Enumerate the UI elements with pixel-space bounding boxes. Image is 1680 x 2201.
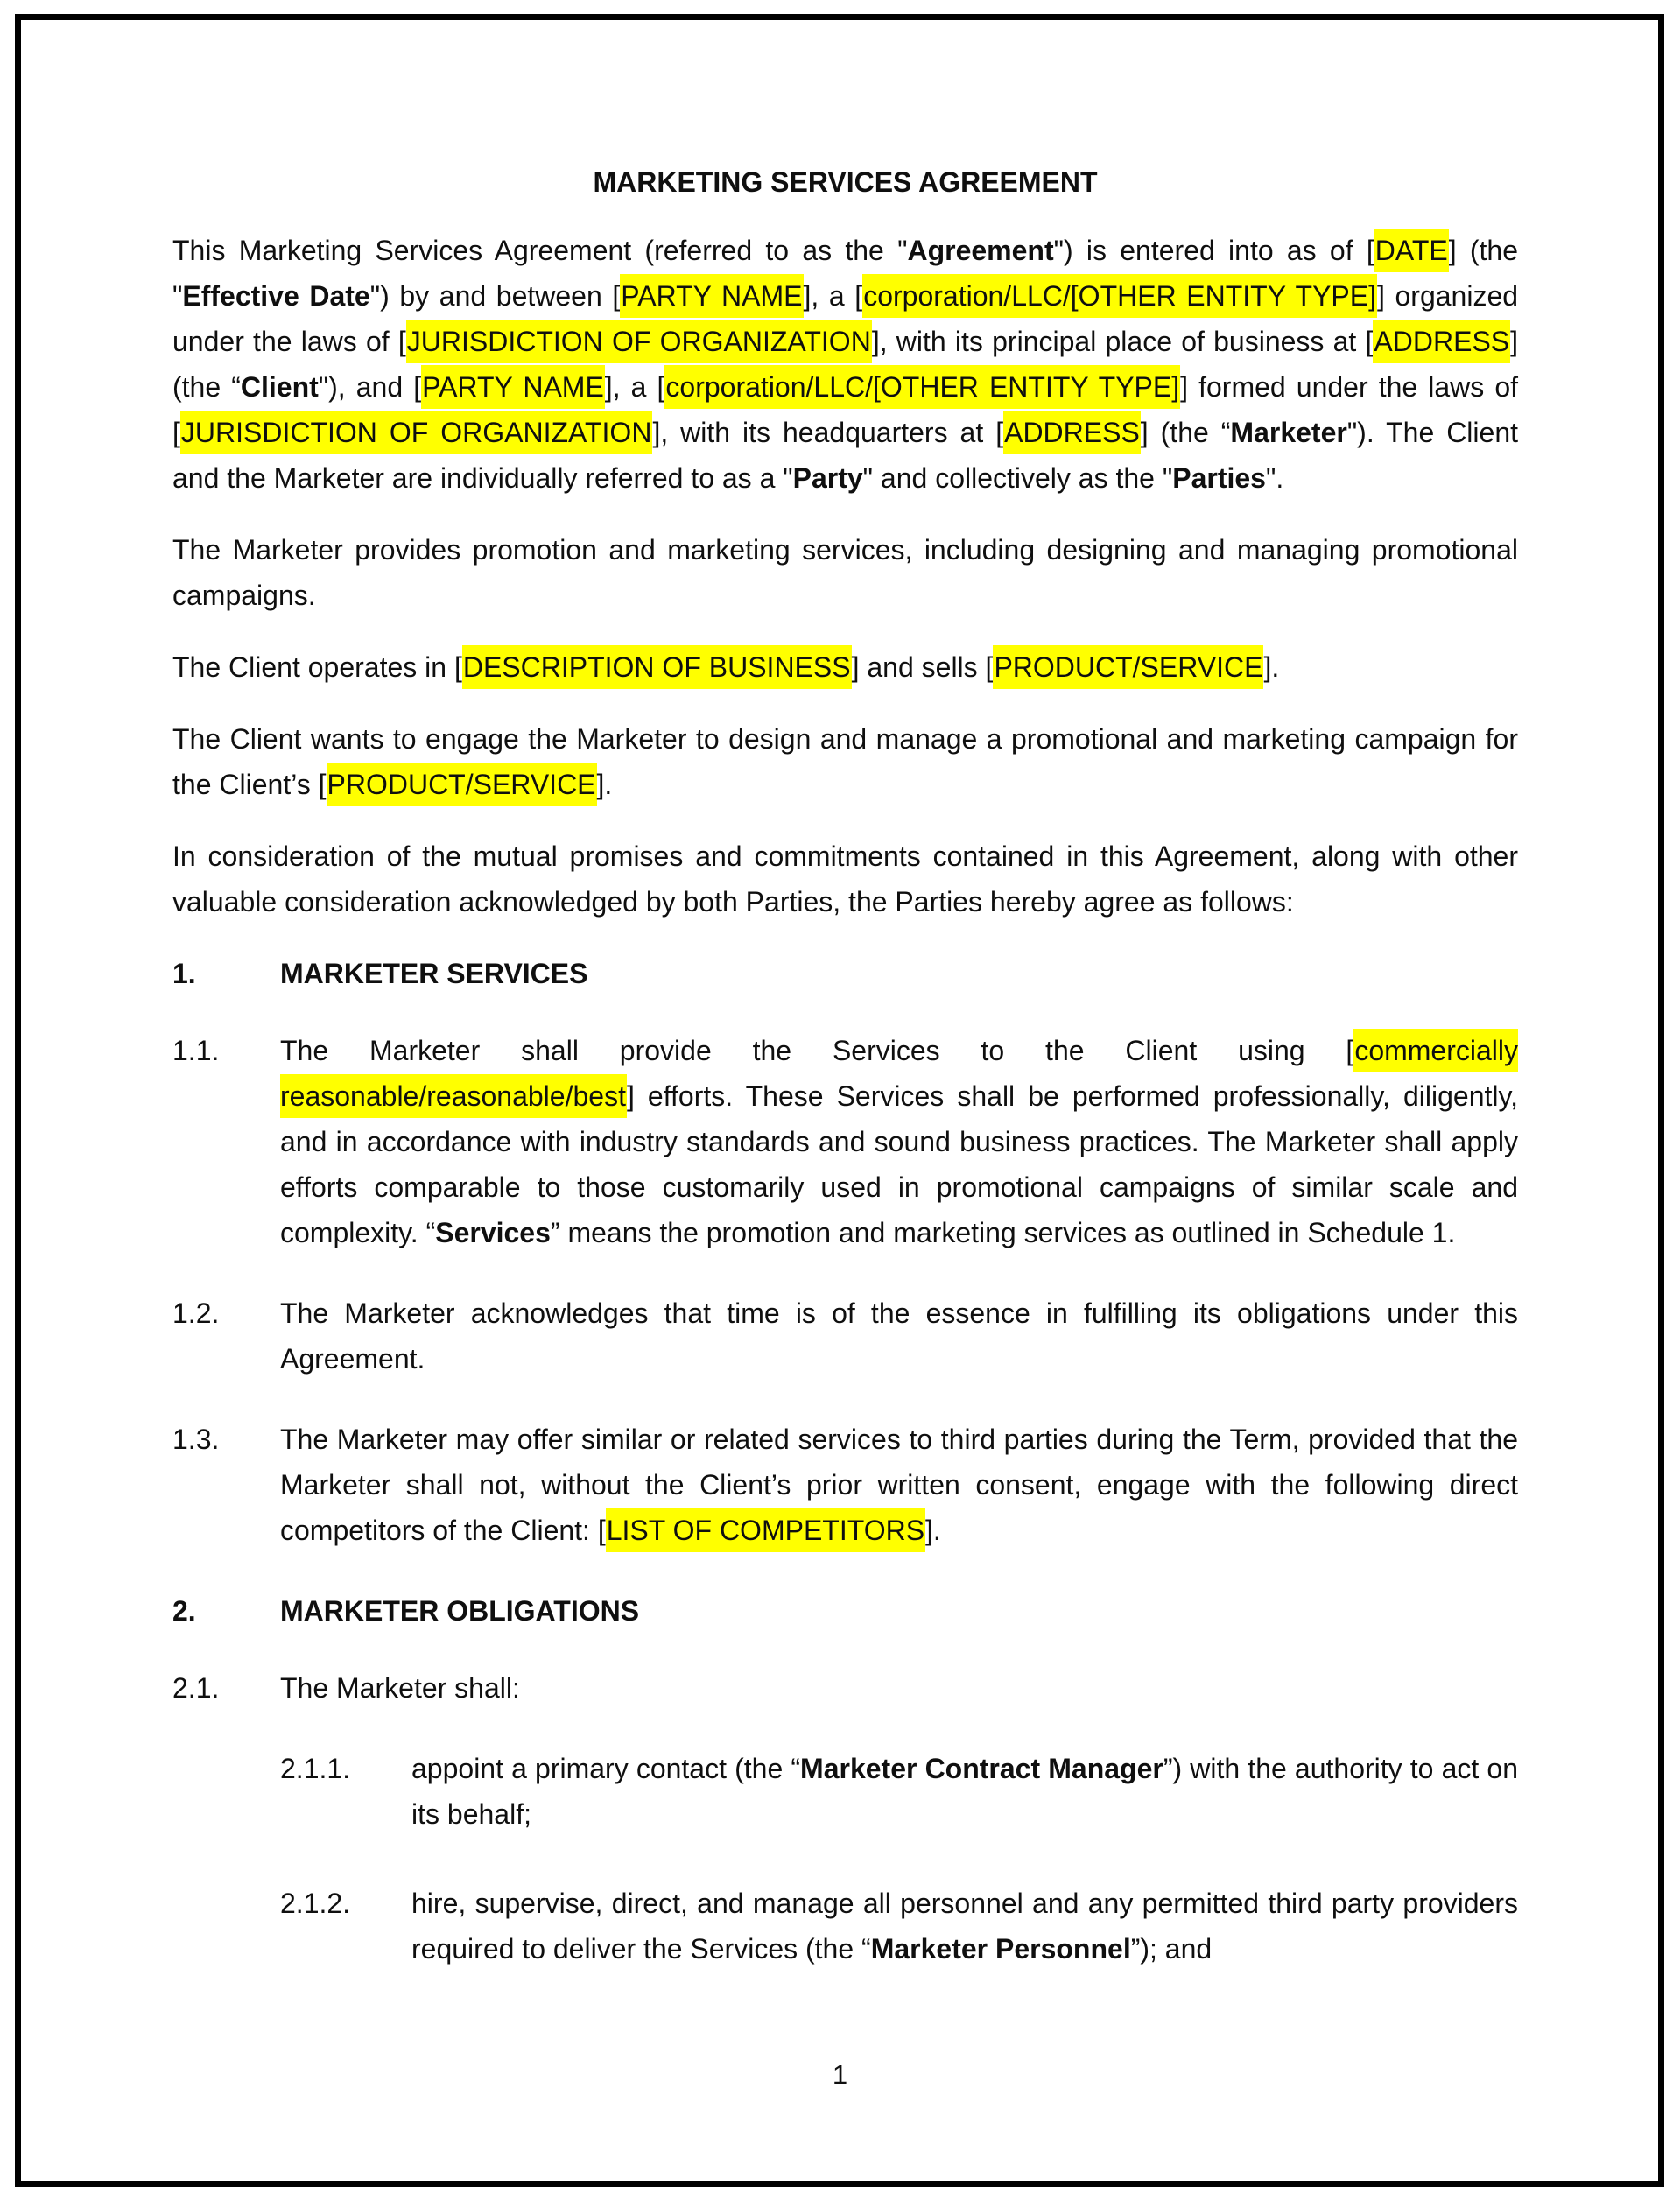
list-item xyxy=(172,1665,1518,1711)
placeholder-highlight: corporation/LLC/[OTHER ENTITY TYPE] xyxy=(862,274,1377,318)
placeholder-highlight: PARTY NAME xyxy=(421,365,605,409)
text-run: Marketer Contract Manager xyxy=(800,1753,1163,1784)
text-run: ] organized under the laws of [ xyxy=(172,280,1519,357)
text-run: "). The Client and the Marketer are individually referred to as a " xyxy=(172,417,1519,494)
paragraph xyxy=(172,716,1518,807)
list-item xyxy=(280,1881,1518,1972)
text-run: ] (the " xyxy=(172,235,1519,312)
text-run: ") is entered into as of [ xyxy=(1053,235,1374,266)
text-run: ] efforts. These Services shall be performed professionally, diligently, and in accordance with industry standards and sound business practices. The Marketer shall apply efforts comparable to those customarily used in promotional campaigns of similar scale and complexity. “ xyxy=(280,1080,1518,1248)
list-item xyxy=(172,1290,1518,1382)
item-text xyxy=(280,1665,1518,1711)
text-run: ], a [ xyxy=(803,280,863,312)
text-run: ”) with the authority to act on its behalf; xyxy=(411,1753,1519,1830)
item-text xyxy=(411,1881,1518,1972)
section-number: 1. xyxy=(172,958,196,989)
text-run: hire, supervise, direct, and manage all personnel and any permitted third party providers required to deliver the Services (the “ xyxy=(411,1888,1518,1965)
section-heading xyxy=(172,1588,1518,1634)
text-run: The Client wants to engage the Marketer to design and manage a promotional and marketing campaign for the Client’s [ xyxy=(172,723,1518,800)
text-run: MARKETER OBLIGATIONS xyxy=(280,1595,640,1627)
document-content xyxy=(172,159,1518,2015)
text-run: Parties xyxy=(1172,462,1266,494)
section-number: 2. xyxy=(172,1595,196,1627)
placeholder-highlight: PRODUCT/SERVICE xyxy=(327,763,597,806)
paragraph xyxy=(172,228,1518,501)
text-run: The Marketer shall provide the Services to the Client using [ xyxy=(280,1035,1354,1066)
text-run: Services xyxy=(435,1217,551,1248)
item-number: 2.1.1. xyxy=(280,1753,351,1784)
paragraph xyxy=(172,833,1518,925)
text-run: Marketer Personnel xyxy=(870,1933,1131,1965)
text-run: Party xyxy=(792,462,863,494)
text-run: The Marketer may offer similar or related services to third parties during the Term, provided that the Marketer shall not, without the Client’s prior written consent, engage with the following direct competitors of the Client: [ xyxy=(280,1424,1518,1546)
list-item xyxy=(280,1746,1518,1837)
text-run: In consideration of the mutual promises and commitments contained in this Agreement, along with other valuable consideration acknowledged by both Parties, the Parties hereby agree as follows: xyxy=(172,840,1518,918)
text-run: The Marketer shall: xyxy=(280,1672,520,1704)
text-run: The Marketer acknowledges that time is of the essence in fulfilling its obligations under this Agreement. xyxy=(280,1297,1518,1375)
item-number: 2.1. xyxy=(172,1672,220,1704)
placeholder-highlight: PARTY NAME xyxy=(620,274,803,318)
placeholder-highlight: ADDRESS xyxy=(1373,320,1510,363)
text-run: Agreement xyxy=(907,235,1054,266)
paragraph xyxy=(172,527,1518,618)
text-run: ] (the “ xyxy=(1140,417,1231,448)
item-text xyxy=(280,1028,1518,1255)
text-run: " and collectively as the " xyxy=(862,462,1173,494)
item-number: 2.1.2. xyxy=(280,1888,351,1919)
item-text xyxy=(280,1417,1518,1553)
text-run: ] formed under the laws of [ xyxy=(172,371,1519,448)
text-run: appoint a primary contact (the “ xyxy=(411,1753,801,1784)
item-text xyxy=(280,1290,1518,1382)
document-body xyxy=(172,228,1518,1972)
section-title xyxy=(280,951,1518,996)
placeholder-highlight: JURISDICTION OF ORGANIZATION xyxy=(406,320,872,363)
text-run: ". xyxy=(1265,462,1284,494)
page-number: 1 xyxy=(832,2059,848,2090)
paragraph xyxy=(172,644,1518,690)
item-number: 1.3. xyxy=(172,1424,220,1455)
section-heading xyxy=(172,951,1518,996)
text-run: ]. xyxy=(596,769,613,800)
placeholder-highlight: LIST OF COMPETITORS xyxy=(606,1508,925,1552)
text-run: ], a [ xyxy=(604,371,665,403)
text-run: The Client operates in [ xyxy=(172,651,462,683)
text-run: ] (the “ xyxy=(172,326,1519,403)
text-run: ], with its headquarters at [ xyxy=(652,417,1004,448)
placeholder-highlight: DESCRIPTION OF BUSINESS xyxy=(462,645,852,689)
text-run: Client xyxy=(240,371,319,403)
text-run: ]. xyxy=(1263,651,1280,683)
text-run: ") by and between [ xyxy=(369,280,621,312)
text-run: ], with its principal place of business at [ xyxy=(871,326,1374,357)
placeholder-highlight: PRODUCT/SERVICE xyxy=(993,645,1263,689)
placeholder-highlight: commercially reasonable/reasonable/best xyxy=(280,1029,1518,1118)
document-title: MARKETING SERVICES AGREEMENT xyxy=(593,166,1098,198)
text-run: MARKETER SERVICES xyxy=(280,958,588,989)
item-text xyxy=(411,1746,1518,1837)
text-run: The Marketer provides promotion and marketing services, including designing and managing promotional campaigns. xyxy=(172,534,1518,611)
item-number: 1.1. xyxy=(172,1035,220,1066)
text-run: ]. xyxy=(925,1515,941,1546)
list-item xyxy=(172,1417,1518,1553)
text-run: "), and [ xyxy=(318,371,422,403)
text-run: ] and sells [ xyxy=(851,651,994,683)
placeholder-highlight: ADDRESS xyxy=(1003,411,1141,454)
text-run: ” means the promotion and marketing services as outlined in Schedule 1. xyxy=(550,1217,1456,1248)
section-title xyxy=(280,1588,1518,1634)
placeholder-highlight: corporation/LLC/[OTHER ENTITY TYPE] xyxy=(664,365,1180,409)
text-run: This Marketing Services Agreement (referred to as the " xyxy=(172,235,908,266)
text-run: ”); and xyxy=(1130,1933,1213,1965)
text-run: Effective Date xyxy=(182,280,370,312)
placeholder-highlight: JURISDICTION OF ORGANIZATION xyxy=(180,411,653,454)
list-item xyxy=(172,1028,1518,1255)
placeholder-highlight: DATE xyxy=(1374,229,1449,272)
text-run: Marketer xyxy=(1230,417,1347,448)
item-number: 1.2. xyxy=(172,1297,220,1329)
